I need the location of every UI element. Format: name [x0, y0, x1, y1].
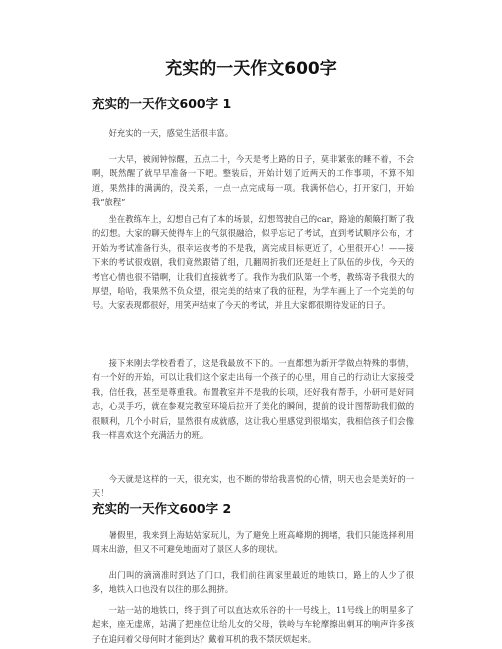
paragraph: 暑假里，我来到上海姑姑家玩儿，为了避免上班高峰期的拥堵，我们只能选择利用周末出游，但又不可避免地面对了景区人多的现状。 — [92, 530, 414, 555]
paragraph: 一大早，被闹钟惊醒，五点二十，今天是考上路的日子，莫非紧张的睡不着，不会啊，既然醒了就早早准备一下吧。整装后，开始计划了近两天的工作事项，不算不知道，果然排的满满的，没关系，一点一点完成每一项。我满怀信心，打开家门，开始我“旅程” — [92, 154, 414, 208]
paragraph: 出门叫的滴滴准时到达了门口，我们前往离家里最近的地铁口，路上的人少了很多，地铁入口也没有以往的那么拥挤。 — [92, 570, 414, 595]
paragraph: 今天就是这样的一天，很充实，也不断的带给我喜悦的心情，明天也会是美好的一天！ — [92, 474, 414, 499]
paragraph: 好充实的一天，感觉生活很丰富。 — [108, 128, 234, 138]
document-title: 充实的一天作文600字 — [165, 59, 337, 79]
section-heading-1: 充实的一天作文600字 1 — [92, 96, 232, 111]
paragraph: 接下来刚去学校看看了，这是我最放不下的。一直都想为新开学做点特殊的事情，有一个好的开始，可以让我们这个家走出每一个孩子的心里，用自己的行动让大家接受我，信任我，甚至是尊重我。布置教室并不是我的长项，还好我有帮手，小研可是好同志，心灵手巧，就在参观完教室环境后拉开了美化的瞬间，提前的设计图帮助我们做的很顺利，几个小时后，显然很有成就感，这让我心里感觉到很塌实，我相信孩子们会像我一样喜欢这个充满活力的班。 — [92, 358, 414, 441]
paragraph: 坐在教练车上，幻想自己有了本的场景，幻想驾驶自己的car，路途的颠簸打断了我的幻想。大家的聊天使得车上的气氛很融洽，似乎忘记了考试，直到考试顺序公布，才开始为考试准备行头，很幸运夜考的不是我，离完成目标更近了，心里很开心！——接下来的考试很戏剧，我们竟然跟错了组，几翻周折我们还是赶上了队伍的步伐，今天的考官心情也很不错啊，让我们直接就考了。我作为我们队第一个考，教练寄予我很大的厚望，哈哈，我果然不负众望，很完美的结束了我的征程，为学车画上了一个完美的句号。大家表现都很好，用笑声结束了今天的考试，并且大家都很期待发证的日子。 — [92, 214, 414, 311]
section-heading-2: 充实的一天作文600字 2 — [92, 501, 232, 516]
paragraph: 一站一站的地铁口，终于到了可以直达欢乐谷的十一号线上，11号线上的明星多了起来，座无虚席，站满了把座位让给儿女的父母，铁岭与车轮摩擦出刺耳的响声许多孩子在追问着父母何时才能到达？戴着耳机的我不禁厌烦起来。 — [92, 605, 414, 644]
